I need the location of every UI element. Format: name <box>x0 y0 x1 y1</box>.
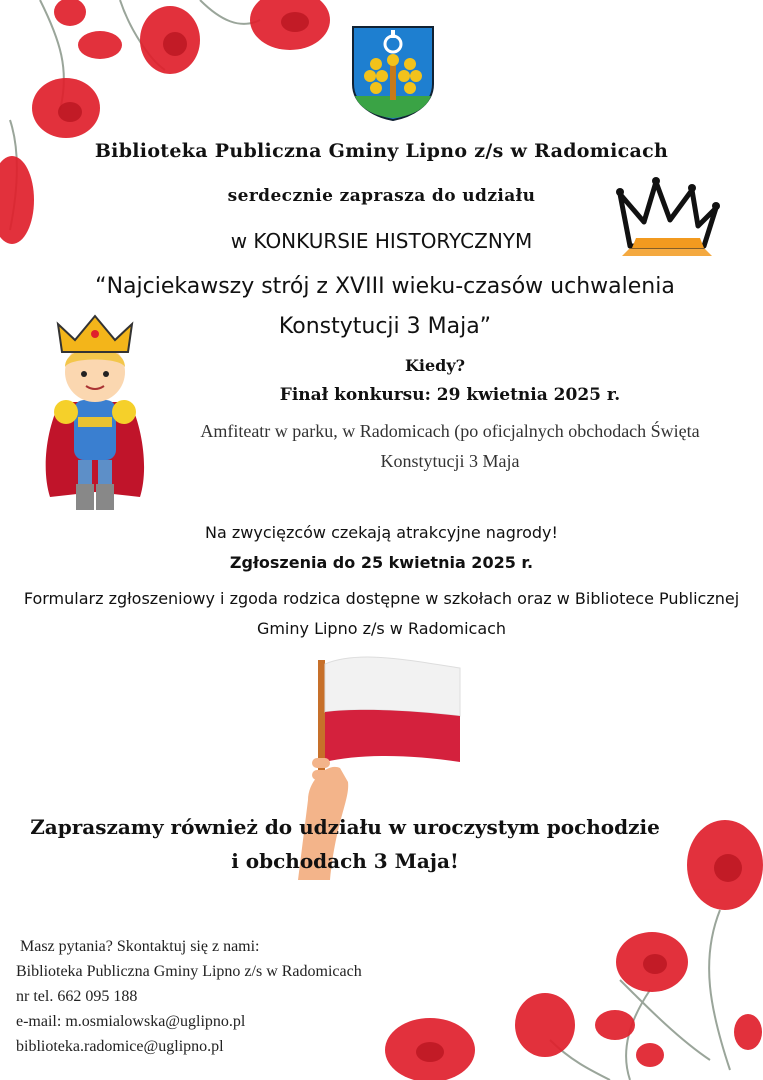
coat-of-arms-icon <box>350 24 436 122</box>
prizes-info: Na zwycięzców czekają atrakcyjne nagrody! <box>205 523 558 542</box>
contest-name: “Najciekawszy strój z XVIII wieku-czasów uchwalenia Konstytucji 3 Maja” <box>95 274 675 339</box>
venue: Amfiteatr w parku, w Radomicach (po oficjalnych obchodach Święta Konstytucji 3 Maja <box>200 421 700 471</box>
invite-line-2: i obchodach 3 Maja! <box>231 849 459 873</box>
contact-email-2: biblioteka.radomice@uglipno.pl <box>16 1038 224 1055</box>
invitation-line: serdecznie zaprasza do udziału <box>227 186 536 206</box>
contact-email-1: e-mail: m.osmialowska@uglipno.pl <box>16 1013 246 1030</box>
invite-line-1: Zapraszamy również do udziału w uroczystym pochodzie <box>30 815 660 839</box>
poppy-flowers-top-left <box>0 0 340 260</box>
contact-organization: Biblioteka Publiczna Gminy Lipno z/s w Radomicach <box>16 963 362 980</box>
when-label: Kiedy? <box>404 356 466 375</box>
contact-heading: Masz pytania? Skontaktuj się z nami: <box>20 938 260 955</box>
deadline-info: Zgłoszenia do 25 kwietnia 2025 r. <box>229 553 534 572</box>
poppy-flowers-bottom-right <box>380 810 763 1080</box>
contact-block <box>16 934 362 1059</box>
organizer-title: Biblioteka Publiczna Gminy Lipno z/s w Radomicach <box>94 140 669 162</box>
form-info: Formularz zgłoszeniowy i zgoda rodzica dostępne w szkołach oraz w Bibliotece Publicznej Gminy Lipno z/s w Radomicach <box>23 589 740 638</box>
contact-phone: nr tel. 662 095 188 <box>16 988 138 1005</box>
contest-type: w KONKURSIE HISTORYCZNYM <box>230 229 533 253</box>
final-date: Finał konkursu: 29 kwietnia 2025 r. <box>279 385 621 405</box>
